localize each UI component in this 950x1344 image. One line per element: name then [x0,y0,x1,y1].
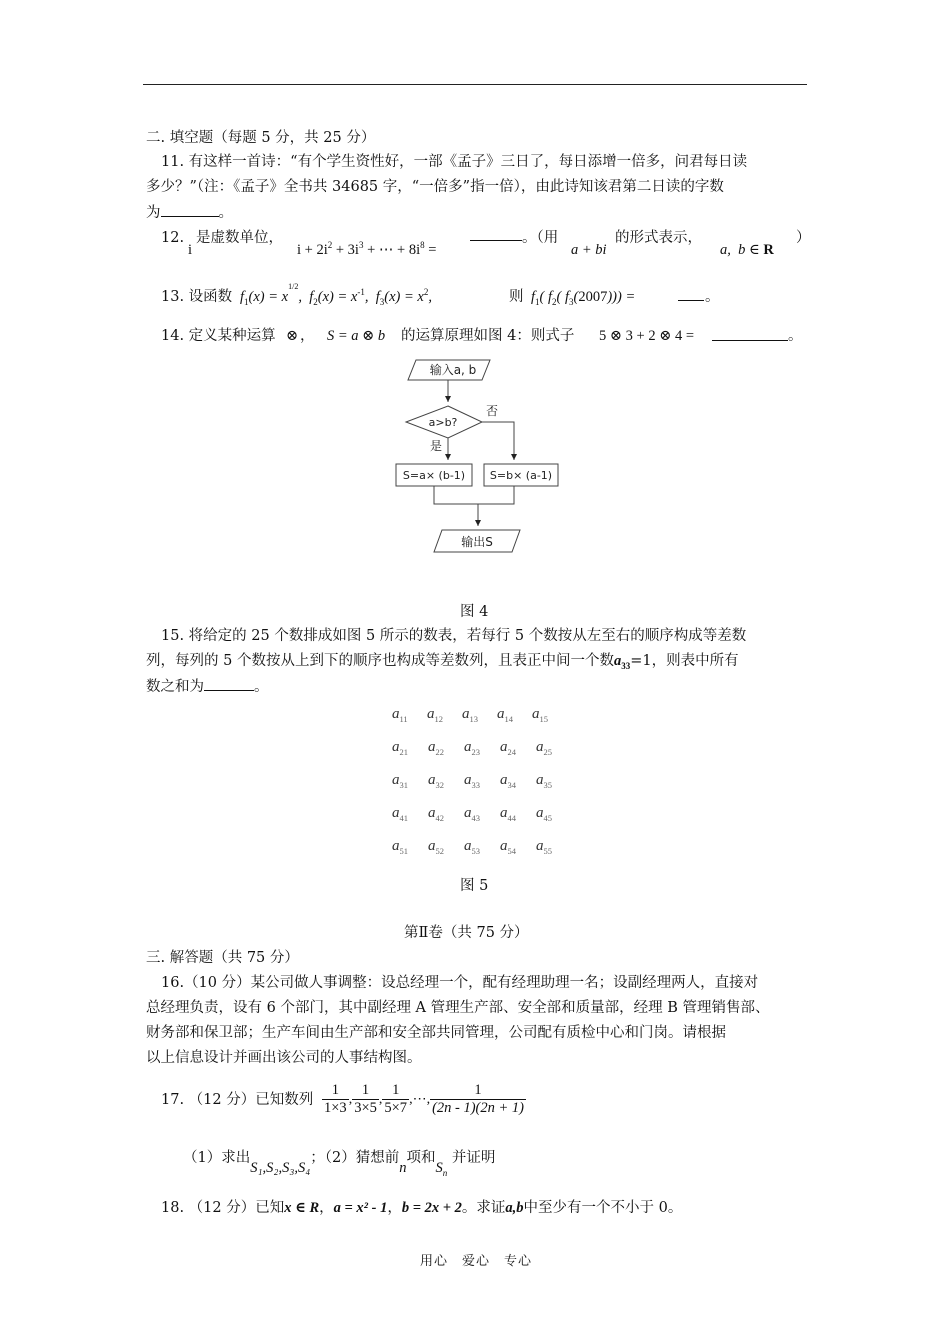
table-cell: $a_{35}$ [536,772,552,790]
table-cell: $a_{22}$ [428,739,444,757]
q14-comma: ， [300,328,315,344]
section2-heading: 二. 填空题（每题 5 分，共 25 分） [146,130,376,146]
q14-end: 。 [788,328,803,344]
q11-line1: 11. 有这样一首诗：“有个学生资性好，一部《孟子》三日了，每日添增一倍多，问君每日读 [161,154,748,170]
table-cell: $a_{45}$ [536,805,552,823]
q12-close: ） [796,230,811,246]
q14-prefix: 14. 定义某种运算 [161,328,276,344]
q16-line4: 以上信息设计并画出该公司的人事结构图。 [146,1050,422,1066]
table-cell: $a_{55}$ [536,838,552,856]
q17-subq1: （1）求出S₁,S₂,S₃,S₄；（2）猜想前n项和$S_n$ 并证明 [183,1150,496,1178]
q14-text-a: 的运算原理如图 4：则式子 [401,328,575,344]
table-cell: $a_{44}$ [500,805,516,823]
q12-form: a + bi [571,242,607,258]
table-cell: $a_{11}$ [392,706,408,724]
header-rule [143,84,807,85]
part2-title: 第Ⅱ卷（共 75 分） [404,925,529,941]
answer-blank [678,300,704,301]
fraction: $\frac{1}{1\times 3}$ [324,1082,347,1116]
flow-input-text: 输入a, b [429,363,477,377]
table-cell: $a_{32}$ [428,772,444,790]
q12-text-c: 的形式表示， [615,230,702,246]
flow-output-text: 输出S [461,535,493,549]
q11-line3: 为 。 [146,202,233,223]
table-cell: $a_{31}$ [392,772,408,790]
table-cell: $a_{42}$ [428,805,444,823]
q16-line1: 16.（10 分）某公司做人事调整：设总经理一个，配有经理助理一名；设副经理两人，直接对 [161,975,759,991]
table-cell: $a_{53}$ [464,838,480,856]
flow-decision-text: a>b? [428,416,458,429]
table-cell: $a_{51}$ [392,838,408,856]
q13-prefix: 13. 设函数 [161,289,233,305]
q18-line: 18. （12 分）已知x ∈ R，a = x² - 1，b = 2x + 2。求证a,b中至少有一个不小于 0。 [161,1200,683,1216]
q17-prefix: 17. （12 分）已知数列 [161,1092,314,1108]
table-cell: $a_{14}$ [497,706,513,724]
table-cell: $a_{52}$ [428,838,444,856]
section3-heading: 三. 解答题（共 75 分） [146,950,299,966]
q14-expression: 5 ⊗ 3 + 2 ⊗ 4 = [599,328,695,344]
table-cell: $a_{43}$ [464,805,480,823]
q15-line2: 列，每列的 5 个数按从上到下的顺序也构成等差数列，且表正中间一个数$a_{33}=1$，则表中所有 [146,653,739,671]
flow-no-box-text: S=b× (a-1) [489,469,553,482]
table-cell: $a_{33}$ [464,772,480,790]
q13-end: 。 [705,289,720,305]
fraction: $\frac{1}{3\times 5}$ [354,1082,377,1116]
figure-5-caption: 图 5 [460,878,489,894]
table-cell: $a_{13}$ [462,706,478,724]
flow-yes-box-text: S=a× (b-1) [402,469,466,482]
q14-s-expression: S = a ⊗ b [327,328,386,344]
table-cell: $a_{23}$ [464,739,480,757]
q17-sequence: $\frac{1}{1\times 3}$ , $\frac{1}{3\times 5}$ , $\frac{1}{5\times 7}$ ,⋯, $\frac{1}{(2n - 1)(2n + 1)}$ [324,1082,524,1116]
q15-line3: 数之和为 。 [146,676,269,697]
q12-text-a: 是虚数单位， [196,230,283,246]
table-cell: $a_{12}$ [427,706,443,724]
flow-yes-label: 是 [430,439,443,453]
q12-prefix: 12. [161,230,185,246]
table-cell: $a_{25}$ [536,739,552,757]
flowchart-figure-4 [390,352,560,562]
q12-condition: a, b ∈ R [720,242,774,258]
answer-blank [204,676,254,691]
fraction: $\frac{1}{(2n - 1)(2n + 1)}$ [432,1082,524,1116]
q14-operator: ⊗ [286,328,299,344]
q12-text-b: 。（用 [522,230,559,246]
figure-4-caption: 图 4 [460,604,489,620]
answer-blank [470,240,522,241]
table-cell: $a_{41}$ [392,805,408,823]
table-cell: $a_{24}$ [500,739,516,757]
q11-line2: 多少？”（注：《孟子》全书共 34685 字，“一倍多”指一倍），由此诗知该君第二日读的字数 [146,179,724,195]
q13-expression: $f_1$( $f_2$( $f_3(2007)$)) = [531,289,636,307]
answer-blank [161,202,219,217]
fraction: $\frac{1}{5\times 7}$ [384,1082,408,1116]
q16-line3: 财务部和保卫部；生产车间由生产部和安全部共同管理，公司配有质检中心和门岗。请根据 [146,1025,726,1041]
page-footer: 用心 爱心 专心 [420,1254,533,1269]
answer-blank [712,340,788,341]
q13-then: 则 [509,289,524,305]
table-cell: $a_{54}$ [500,838,516,856]
q15-line1: 15. 将给定的 25 个数排成如图 5 所示的数表，若每行 5 个数按从左至右的顺序构成等差数 [161,628,747,644]
q13-functions: $f_1(x) = x^{1/2}$, $f_2(x) = x^{-1}$, $f_3(x) = x^2$, [240,282,432,307]
q12-i-symbol: i [188,242,193,258]
table-cell: $a_{21}$ [392,739,408,757]
table-cell: $a_{34}$ [500,772,516,790]
flow-no-label: 否 [486,404,499,418]
q12-expression: $i + 2i^2 + 3i^3$ + ⋯ + $8i^8$ = [297,240,437,258]
q16-line2: 总经理负责，设有 6 个部门，其中副经理 A 管理生产部、安全部和质量部，经理 B 管理销售部、 [146,1000,770,1016]
table-cell: $a_{15}$ [532,706,548,724]
